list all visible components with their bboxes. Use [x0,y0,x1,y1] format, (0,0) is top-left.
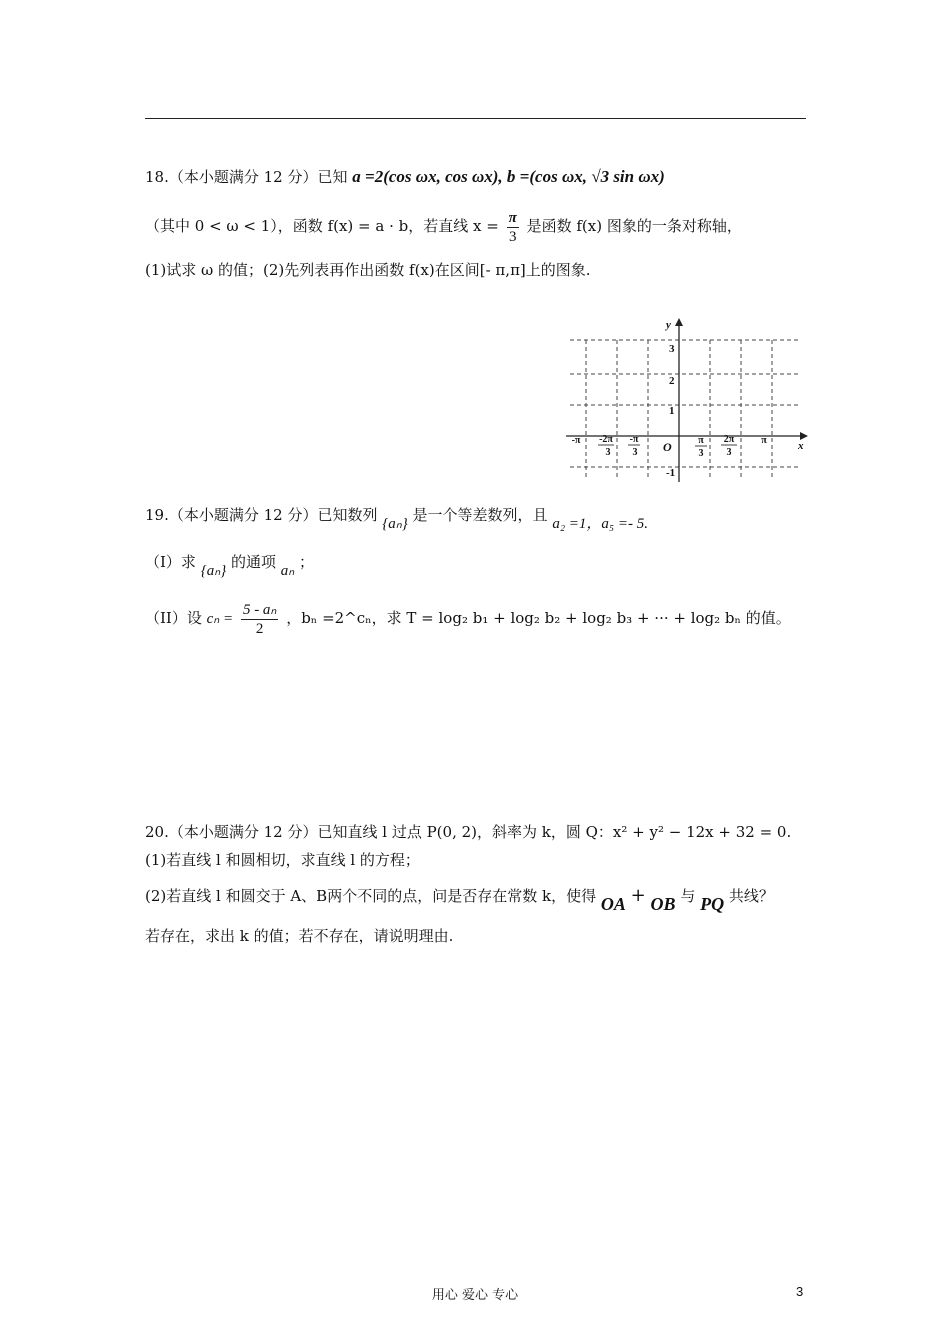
q18-pi-over-3: $\frac{\pi}{3}$ [508,209,517,245]
q19-part1-b: 的通项 [230,553,276,571]
q20-line3-end: 共线？ [728,887,774,905]
y-axis-label: y [666,319,671,331]
q19-part1 [145,547,314,578]
coordinate-grid [562,310,812,488]
x-tick-neg-pi-3 [628,434,640,458]
q18-line3: (1)试求 ω 的值；(2)先列表再作出函数 f(x)在区间[- π,π]上的图象. [145,261,591,279]
x-tick-2pi-3 [721,434,737,458]
q20-with: 与 [680,887,696,905]
q19-line1-a: 19.（本小题满分 12 分）已知数列 [145,506,378,524]
q19-part2 [145,596,791,641]
q18-vectors: a =2(cos ωx, cos ωx), b =(cos ωx, √3 sin ωx) [352,167,665,186]
svg-text:-π: -π [629,434,639,445]
q19-conditions: a₂ =1，a₅ =- 5. [552,516,648,532]
q19-part1-seq: {aₙ} [200,563,227,579]
svg-text:2π: 2π [723,434,735,445]
x-tick-neg-pi: -π [571,435,581,446]
q18-line2-b: 是函数 f(x) 图象的一条对称轴， [526,217,742,235]
y-tick-2: 2 [669,375,675,387]
y-tick-1: 1 [669,405,675,417]
header-rule [145,118,806,119]
q19-part1-an: aₙ [280,563,295,579]
q19-line1-b: 是一个等差数列，且 [412,506,548,524]
q19-part2-a: （II）设 [145,609,202,627]
footer-text: 用心 爱心 专心 [431,1288,519,1303]
q19-part1-a: （I）求 [145,553,196,571]
x-axis-arrow-icon [800,432,808,440]
q20-vector-pq: PQ [700,894,725,914]
y-tick-neg1: -1 [666,467,676,479]
svg-text:-2π: -2π [599,434,613,445]
x-tick-pi-3 [695,435,707,459]
q19-part1-d: ； [299,553,315,571]
q18-line1 [145,167,665,187]
x-tick-neg-2pi-3 [598,434,614,458]
x-tick-pi: π [761,435,767,446]
q19-cn: cₙ = [206,611,234,627]
y-axis-arrow-icon [675,318,683,326]
q20-line1: 20.（本小题满分 12 分）已知直线 l 过点 P(0, 2)，斜率为 k，圆 Q：x² + y² − 12x + 32 = 0. [145,823,792,841]
q20-plus: + [630,885,646,906]
q20-line2: (1)若直线 l 和圆相切，求直线 l 的方程； [145,851,420,869]
q18-line2 [145,206,742,246]
q20-line3-a: (2)若直线 l 和圆交于 A、B两个不同的点，问是否存在常数 k，使得 [145,887,597,905]
page-number: 3 [796,1284,804,1299]
q18-prefix: 18.（本小题满分 12 分）已知 [145,168,348,186]
svg-text:3: 3 [726,447,732,458]
q18-line2-a: （其中 0 < ω < 1），函数 f(x) = a · b，若直线 x = [145,217,499,235]
svg-text:3: 3 [605,447,611,458]
q19-seq: {aₙ} [382,516,408,532]
svg-text:π: π [698,435,704,446]
q19-cn-fraction: $\frac{\text{5 - aₙ}}{2}$ [242,601,277,637]
x-axis-label: x [798,440,804,452]
y-tick-3: 3 [669,343,675,355]
q20-vector-oa: OA [600,894,626,914]
origin-label: O [663,440,672,454]
q19-part2-b: ，bₙ =2^cₙ，求 T = log₂ b₁ + log₂ b₂ + log₂ b₃ + ··· + log₂ bₙ 的值。 [286,609,791,627]
q20-vector-ob: OB [650,894,676,914]
svg-text:3: 3 [698,448,704,459]
svg-text:3: 3 [632,447,638,458]
q20-line3 [145,878,774,913]
q19-line1 [145,500,648,531]
q20-line4: 若存在，求出 k 的值；若不存在，请说明理由. [145,927,454,945]
